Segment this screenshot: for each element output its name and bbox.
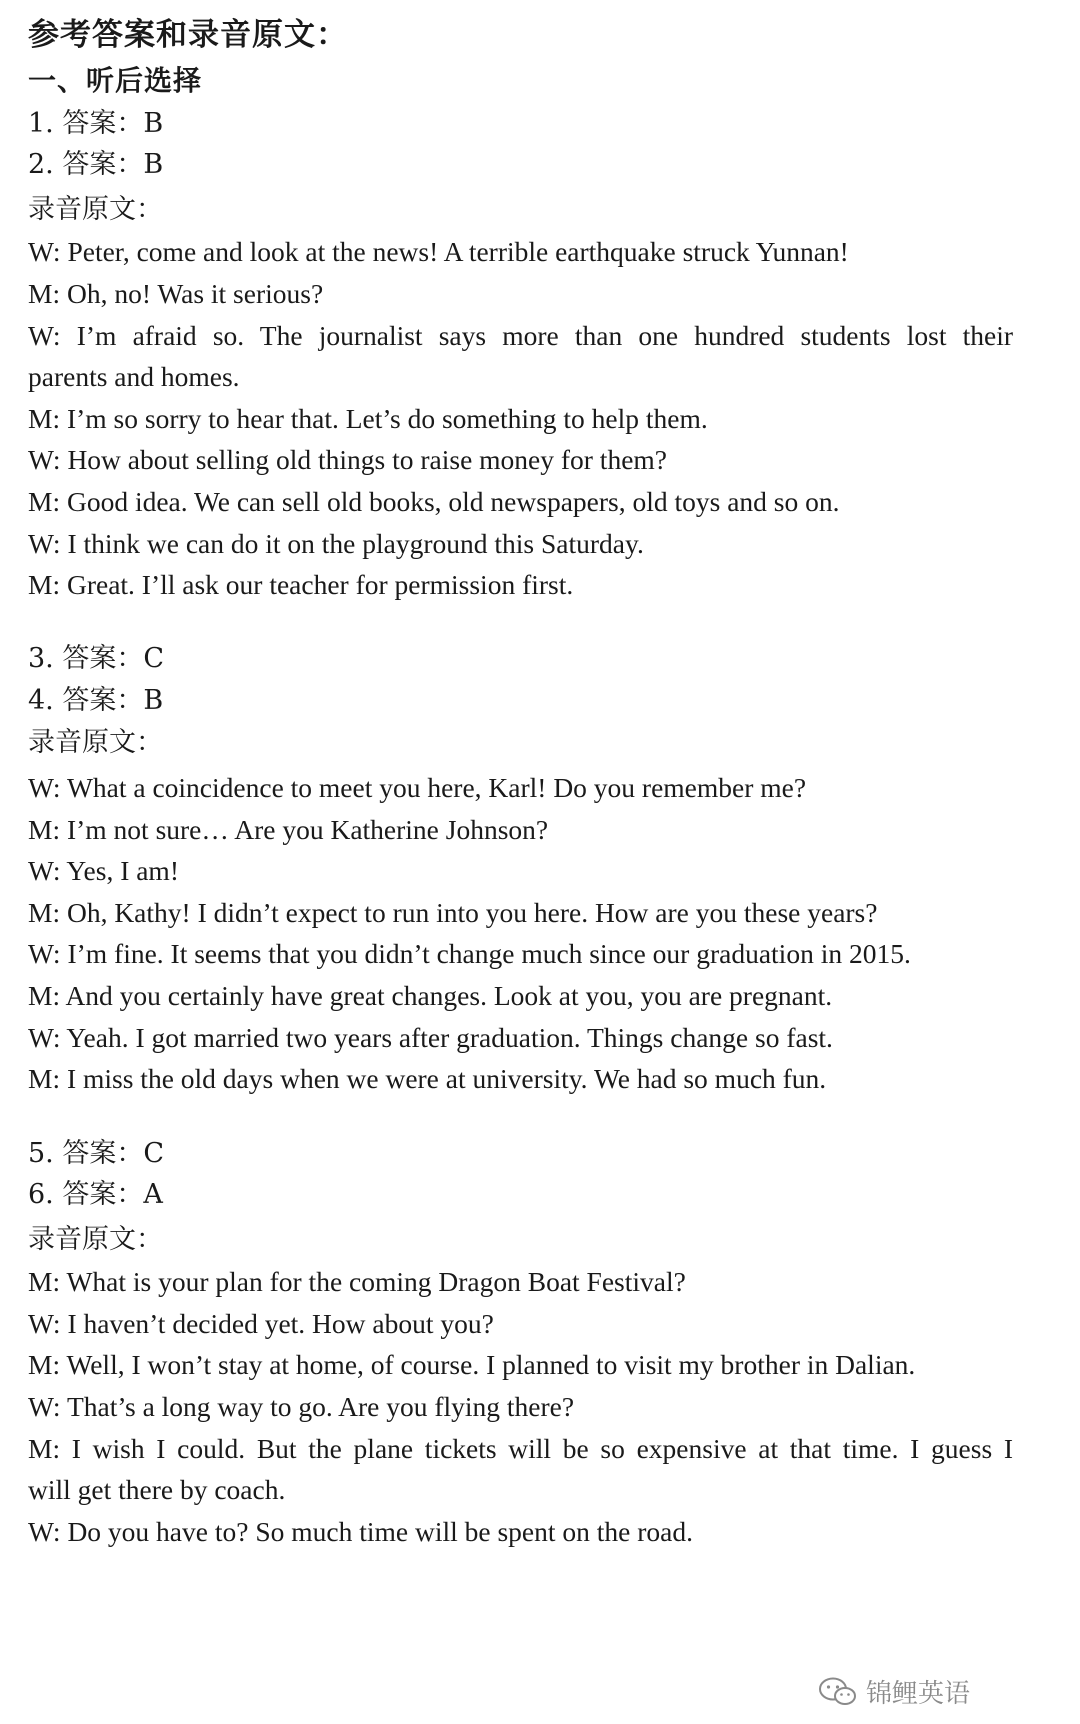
dialogue-line: W: Yeah. I got married two years after graduation. Things change so fast. [28, 1022, 833, 1053]
dialogue-line: W: I’m afraid so. The journalist says more than one hundred students lost their [28, 320, 1013, 351]
dialogue-line: W: How about selling old things to raise money for them? [28, 444, 667, 475]
dialogue-line: M: Good idea. We can sell old books, old newspapers, old toys and so on. [28, 486, 840, 517]
dialogue-line: W: Yes, I am! [28, 855, 179, 886]
transcript-label: 录音原文： [28, 727, 163, 758]
dialogue-line: will get there by coach. [28, 1474, 286, 1505]
answer-line: 6. 答案：A [28, 1179, 163, 1210]
dialogue-line: M: Well, I won’t stay at home, of course. I planned to visit my brother in Dalian. [28, 1349, 916, 1380]
dialogue-line: M: Oh, Kathy! I didn’t expect to run into you here. How are you these years? [28, 897, 878, 928]
dialogue-line: W: Do you have to? So much time will be spent on the road. [28, 1516, 693, 1547]
transcript-label: 录音原文： [28, 1224, 163, 1255]
dialogue-line: W: I haven’t decided yet. How about you? [28, 1308, 494, 1339]
dialogue-line: M: Oh, no! Was it serious? [28, 278, 324, 309]
dialogue-line: M: I miss the old days when we were at university. We had so much fun. [28, 1063, 827, 1094]
dialogue-line: parents and homes. [28, 361, 240, 392]
dialogue-line: M: I wish I could. But the plane tickets will be so expensive at that time. I guess I [28, 1433, 1013, 1464]
dialogue-line: W: That’s a long way to go. Are you flying there? [28, 1391, 575, 1422]
section-heading: 一、听后选择 [28, 64, 203, 97]
watermark [818, 1673, 970, 1710]
dialogue-line: W: What a coincidence to meet you here, Karl! Do you remember me? [28, 772, 807, 803]
dialogue-line: W: I’m fine. It seems that you didn’t change much since our graduation in 2015. [28, 938, 911, 969]
wechat-icon [818, 1676, 858, 1708]
answer-line: 1. 答案：B [28, 108, 164, 139]
page-title: 参考答案和录音原文： [28, 17, 348, 53]
answer-line: 4. 答案：B [28, 685, 164, 716]
transcript-label: 录音原文： [28, 194, 163, 225]
dialogue-line: M: I’m so sorry to hear that. Let’s do something to help them. [28, 403, 708, 434]
dialogue-line: M: And you certainly have great changes. Look at you, you are pregnant. [28, 980, 833, 1011]
dialogue-line: W: I think we can do it on the playground this Saturday. [28, 528, 644, 559]
dialogue-line: W: Peter, come and look at the news! A terrible earthquake struck Yunnan! [28, 236, 849, 267]
dialogue-line: M: What is your plan for the coming Dragon Boat Festival? [28, 1266, 686, 1297]
dialogue-line: M: I’m not sure… Are you Katherine Johnson? [28, 814, 549, 845]
answer-line: 2. 答案：B [28, 149, 164, 180]
answer-line: 3. 答案：C [28, 643, 165, 674]
answer-line: 5. 答案：C [28, 1138, 165, 1169]
dialogue-line: M: Great. I’ll ask our teacher for permission first. [28, 569, 574, 600]
watermark-text: 锦鲤英语 [865, 1679, 970, 1709]
